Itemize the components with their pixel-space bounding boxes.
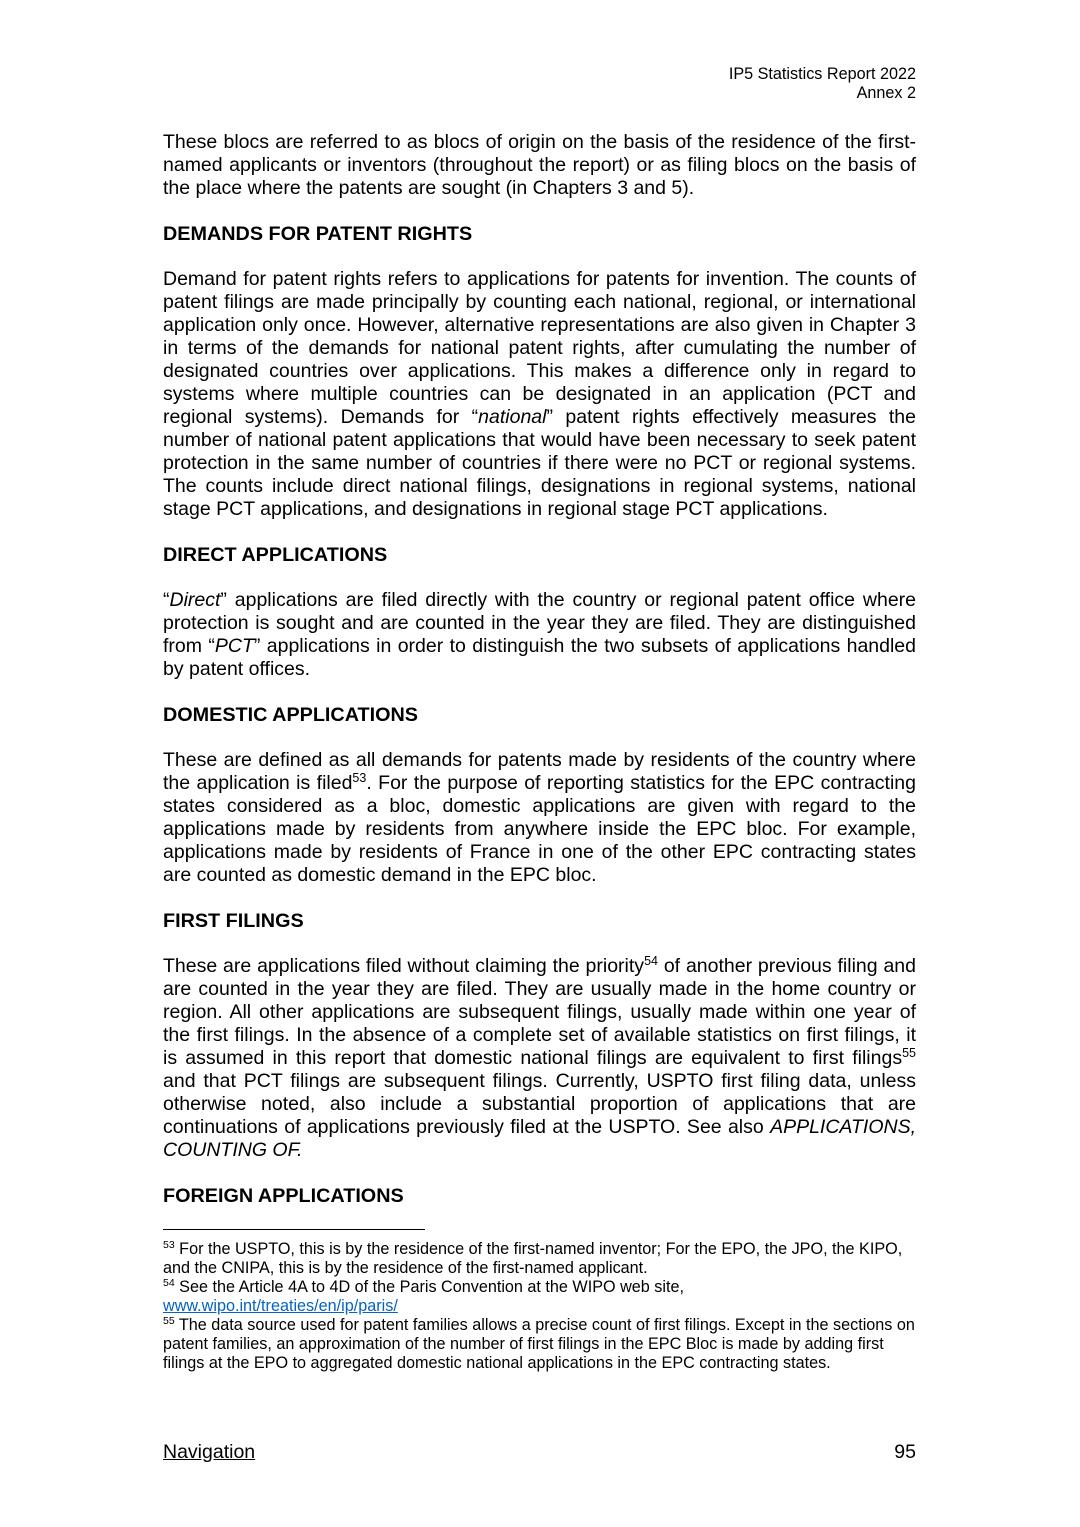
footnote-53 <box>163 1240 916 1278</box>
footnote-reference: 55 <box>902 1046 916 1060</box>
page-number: 95 <box>894 1441 916 1463</box>
paragraph-text: . For the purpose of reporting statistics for the EPC contracting states considered as a bloc, domestic applications are given with regard to the applications made by residents from anywhere inside the EPC bloc. For example, applications made by residents of France in one of the other EPC contracting states are counted as domestic demand in the EPC bloc. <box>163 772 916 886</box>
footnote-number: 54 <box>163 1276 175 1289</box>
cross-reference-text: APPLICATIONS, COUNTING OF. <box>163 1116 916 1161</box>
running-header <box>729 65 916 103</box>
section-paragraph <box>163 589 916 681</box>
footnote-text: See the Article 4A to 4D of the Paris Convention at the WIPO web site, <box>174 1277 684 1296</box>
section-first-filings <box>163 910 916 1163</box>
intro-paragraph: These blocs are referred to as blocs of origin on the basis of the residence of the first-named applicants or inventors (throughout the report) or as filing blocs on the basis of the place where the patents are sought (in Chapters 3 and 5). <box>163 131 916 199</box>
footnote-text: The data source used for patent families allows a precise count of first filings. Except in the sections on patent families, an approximation of the number of first filings in the EPC Bloc is made by adding first filings at the EPO to aggregated domestic national applications in the EPC contracting states. <box>163 1315 915 1372</box>
section-heading: DOMESTIC APPLICATIONS <box>163 703 418 726</box>
page-footer <box>163 1440 916 1464</box>
main-content <box>163 131 916 1230</box>
section-foreign-applications <box>163 1185 916 1208</box>
emphasis-text: PCT <box>214 635 254 657</box>
footnote-reference: 53 <box>352 771 367 785</box>
navigation-link[interactable]: Navigation <box>163 1441 256 1463</box>
section-heading: FIRST FILINGS <box>163 909 304 932</box>
footnote-54 <box>163 1278 916 1316</box>
section-heading: DIRECT APPLICATIONS <box>163 543 388 566</box>
footnote-number: 53 <box>163 1238 175 1251</box>
section-demands-for-patent-rights <box>163 223 916 522</box>
paragraph-text: These are defined as all demands for patents made by residents of the country where the application is filed <box>163 749 916 794</box>
footnote-number: 55 <box>163 1314 175 1327</box>
paragraph-text: Demand for patent rights refers to applications for patents for invention. The counts of patent filings are made principally by counting each national, regional, or international application only once. However, alternative representations are also given in Chapter 3 in terms of the demands for national patent rights, after cumulating the number of designated countries over applications. This makes a difference only in regard to systems where multiple countries can be designated in an application (PCT and regional systems). Demands for “ <box>163 268 916 428</box>
emphasis-text: Direct <box>169 589 221 611</box>
emphasis-text: national <box>478 406 547 428</box>
section-heading: DEMANDS FOR PATENT RIGHTS <box>163 222 473 245</box>
footnote-text: For the USPTO, this is by the residence of the first-named inventor; For the EPO, the JPO, the KIPO, and the CNIPA, this is by the residence of the first-named applicant. <box>163 1239 903 1277</box>
paragraph-text: and that PCT filings are subsequent filings. Currently, USPTO first filing data, unless otherwise noted, also include a substantial proportion of applications that are continuations of applications previously filed at the USPTO. See also <box>163 1070 916 1138</box>
section-paragraph <box>163 749 916 887</box>
section-direct-applications <box>163 544 916 682</box>
paragraph-text: ” applications are filed directly with the country or regional patent office where protection is sought and are counted in the year they are filed. They are distinguished from “ <box>163 589 916 657</box>
paragraph-text: ” patent rights effectively measures the number of national patent applications that would have been necessary to seek patent protection in the same number of countries if there were no PCT or regional systems. The counts include direct national filings, designations in regional systems, national stage PCT applications, and designations in regional stage PCT applications. <box>163 406 916 520</box>
footnote-separator <box>163 1229 425 1230</box>
section-domestic-applications <box>163 704 916 888</box>
footnote-55 <box>163 1316 916 1373</box>
annex-label: Annex 2 <box>856 84 916 102</box>
paragraph-text: “ <box>163 589 170 611</box>
section-heading: FOREIGN APPLICATIONS <box>163 1184 404 1207</box>
report-title: IP5 Statistics Report 2022 <box>728 65 916 83</box>
paragraph-text: These are applications filed without claiming the priority <box>163 955 645 977</box>
paragraph-text: of another previous filing and are counted in the year they are filed. They are usually made in the home country or region. All other applications are subsequent filings, usually made within one year of the first filings. In the absence of a complete set of available statistics on first filings, it is assumed in this report that domestic national filings are equivalent to first filings <box>163 955 916 1069</box>
section-paragraph <box>163 268 916 521</box>
section-paragraph <box>163 955 916 1162</box>
wipo-paris-convention-link[interactable]: www.wipo.int/treaties/en/ip/paris/ <box>163 1296 398 1315</box>
footnote-reference: 54 <box>644 954 658 968</box>
footnotes <box>163 1240 916 1373</box>
paragraph-text: ” applications in order to distinguish the two subsets of applications handled by patent offices. <box>163 635 916 680</box>
